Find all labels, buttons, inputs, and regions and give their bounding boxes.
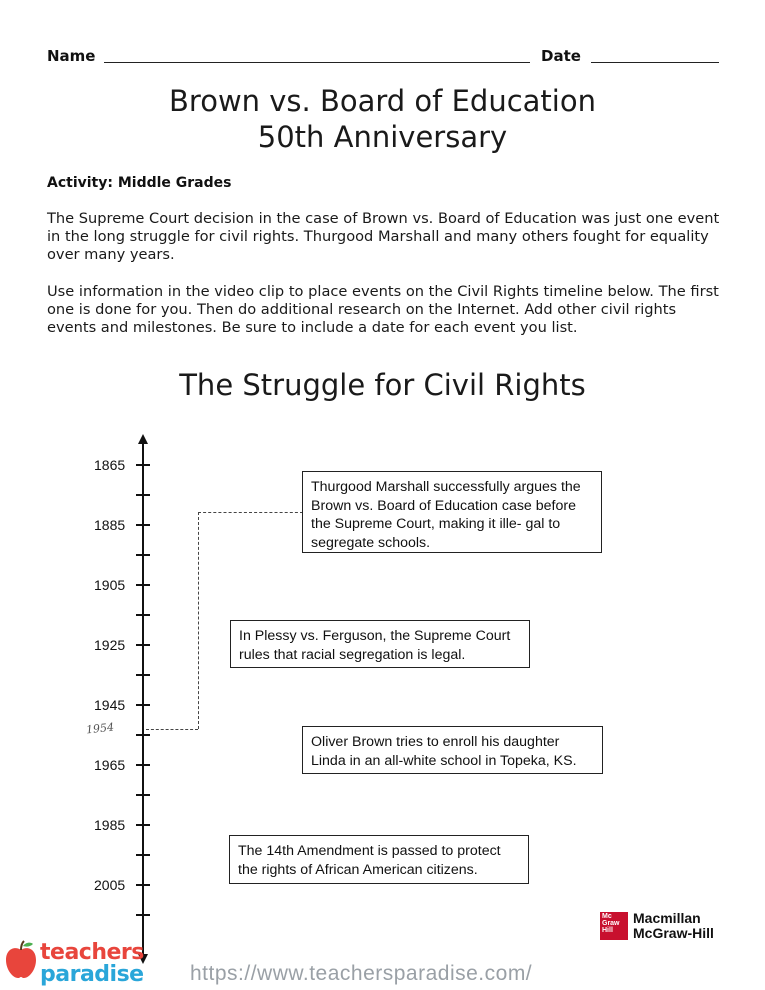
date-blank-line[interactable] xyxy=(591,62,719,63)
year-label: 1945 xyxy=(94,697,126,713)
timeline-tick xyxy=(136,704,150,706)
name-blank-line[interactable] xyxy=(104,62,530,63)
intro-paragraph: The Supreme Court decision in the case of Brown vs. Board of Education was just one event in the long struggle for civil rights. Thurgood Marshall and many others fought for equality over many years. xyxy=(47,210,720,263)
publisher-line2: McGraw-Hill xyxy=(633,925,714,941)
publisher-line1: Macmillan xyxy=(633,910,701,926)
timeline-tick xyxy=(136,764,150,766)
connector-dash-h2 xyxy=(198,512,303,513)
timeline-tick xyxy=(136,644,150,646)
timeline-tick xyxy=(136,674,150,676)
handwritten-year: 1954 xyxy=(85,720,115,737)
year-label: 1965 xyxy=(94,757,126,773)
name-label: Name xyxy=(47,47,96,65)
timeline-tick xyxy=(136,854,150,856)
apple-icon xyxy=(4,940,38,980)
arrow-up-icon xyxy=(138,434,148,444)
timeline-tick xyxy=(136,584,150,586)
date-label: Date xyxy=(541,47,581,65)
timeline-tick xyxy=(136,734,150,736)
timeline-title: The Struggle for Civil Rights xyxy=(179,368,586,402)
activity-label: Activity: Middle Grades xyxy=(47,175,232,191)
timeline-tick xyxy=(136,914,150,916)
year-label: 1925 xyxy=(94,637,126,653)
watermark-word2: paradise xyxy=(40,962,144,987)
connector-dash-h1 xyxy=(146,729,198,730)
event-box-oliver-brown[interactable]: Oliver Brown tries to enroll his daughter Linda in an all-white school in Topeka, KS. xyxy=(302,726,603,774)
event-box-plessy[interactable]: In Plessy vs. Ferguson, the Supreme Court rules that racial segregation is legal. xyxy=(230,620,530,668)
year-label: 1985 xyxy=(94,817,126,833)
timeline-tick xyxy=(136,554,150,556)
event-box-14th-amendment[interactable]: The 14th Amendment is passed to protect the rights of African American citizens. xyxy=(229,835,529,884)
event-box-brown-decision[interactable]: Thurgood Marshall successfully argues the Brown vs. Board of Education case before the Supreme Court, making it ille- gal to segregate schools. xyxy=(302,471,602,553)
mcgraw-hill-logo-mark: Mc Graw Hill xyxy=(600,912,628,940)
watermark-word1: teachers xyxy=(40,940,144,965)
year-label: 1885 xyxy=(94,517,126,533)
connector-dash-v xyxy=(198,512,199,729)
timeline-tick xyxy=(136,464,150,466)
timeline-tick xyxy=(136,614,150,616)
timeline-tick xyxy=(136,824,150,826)
watermark-url[interactable]: https://www.teachersparadise.com/ xyxy=(190,962,533,985)
timeline-tick xyxy=(136,524,150,526)
timeline-tick xyxy=(136,494,150,496)
page-title-line1: Brown vs. Board of Education xyxy=(169,84,596,118)
timeline-tick xyxy=(136,794,150,796)
timeline-axis xyxy=(142,437,144,959)
page-title-line2: 50th Anniversary xyxy=(257,120,508,154)
timeline-tick xyxy=(136,884,150,886)
year-label: 1865 xyxy=(94,457,126,473)
instructions-paragraph: Use information in the video clip to place events on the Civil Rights timeline below. The first one is done for you. Then do additional research on the Internet. Add other civil rights events and milestones. Be sure to include a date for each event you list. xyxy=(47,283,719,336)
publisher-logo-text xyxy=(633,911,714,941)
year-label: 1905 xyxy=(94,577,126,593)
year-label: 2005 xyxy=(94,877,126,893)
